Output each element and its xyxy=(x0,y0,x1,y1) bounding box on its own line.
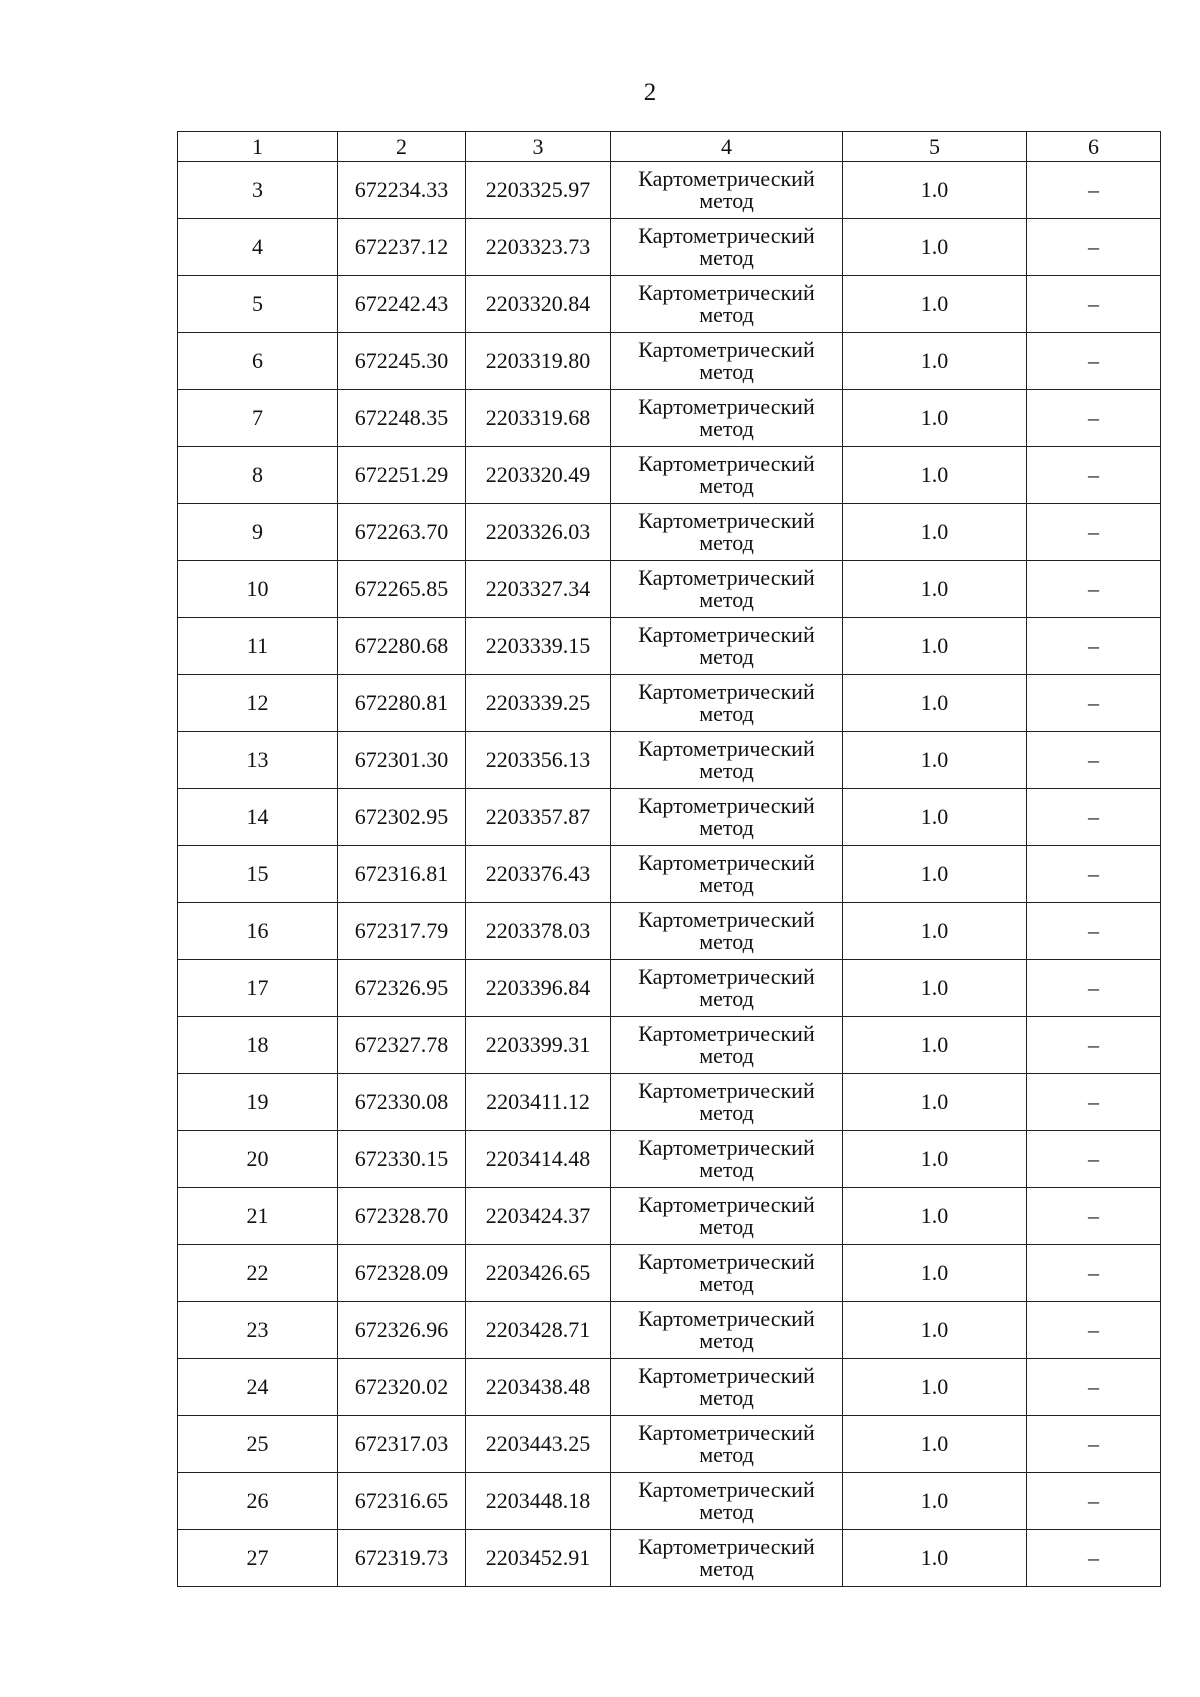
description-cell: – xyxy=(1027,846,1161,903)
x-coordinate-cell: 672330.08 xyxy=(338,1074,466,1131)
x-coordinate-cell: 672316.65 xyxy=(338,1473,466,1530)
y-coordinate-cell: 2203319.68 xyxy=(466,390,611,447)
description-cell: – xyxy=(1027,1188,1161,1245)
accuracy-cell: 1.0 xyxy=(843,1131,1027,1188)
accuracy-cell: 1.0 xyxy=(843,1017,1027,1074)
table-row xyxy=(178,504,1161,561)
x-coordinate-cell: 672302.95 xyxy=(338,789,466,846)
method-cell: Картометрический метод xyxy=(611,789,843,846)
accuracy-cell: 1.0 xyxy=(843,1416,1027,1473)
accuracy-cell: 1.0 xyxy=(843,162,1027,219)
method-cell: Картометрический метод xyxy=(611,1416,843,1473)
y-coordinate-cell: 2203443.25 xyxy=(466,1416,611,1473)
y-coordinate-cell: 2203327.34 xyxy=(466,561,611,618)
table-row xyxy=(178,1245,1161,1302)
description-cell: – xyxy=(1027,333,1161,390)
table-row xyxy=(178,1131,1161,1188)
accuracy-cell: 1.0 xyxy=(843,1245,1027,1302)
x-coordinate-cell: 672328.70 xyxy=(338,1188,466,1245)
description-cell: – xyxy=(1027,561,1161,618)
y-coordinate-cell: 2203399.31 xyxy=(466,1017,611,1074)
point-number-cell: 12 xyxy=(178,675,338,732)
point-number-cell: 5 xyxy=(178,276,338,333)
description-cell: – xyxy=(1027,789,1161,846)
y-coordinate-cell: 2203339.25 xyxy=(466,675,611,732)
description-cell: – xyxy=(1027,1416,1161,1473)
point-number-cell: 20 xyxy=(178,1131,338,1188)
table-row xyxy=(178,675,1161,732)
column-header: 5 xyxy=(843,132,1027,162)
table-row xyxy=(178,390,1161,447)
y-coordinate-cell: 2203323.73 xyxy=(466,219,611,276)
table-row xyxy=(178,561,1161,618)
point-number-cell: 18 xyxy=(178,1017,338,1074)
x-coordinate-cell: 672280.81 xyxy=(338,675,466,732)
description-cell: – xyxy=(1027,732,1161,789)
method-cell: Картометрический метод xyxy=(611,1245,843,1302)
x-coordinate-cell: 672326.96 xyxy=(338,1302,466,1359)
x-coordinate-cell: 672265.85 xyxy=(338,561,466,618)
table-row xyxy=(178,219,1161,276)
x-coordinate-cell: 672234.33 xyxy=(338,162,466,219)
accuracy-cell: 1.0 xyxy=(843,903,1027,960)
point-number-cell: 7 xyxy=(178,390,338,447)
accuracy-cell: 1.0 xyxy=(843,1074,1027,1131)
table-row xyxy=(178,1416,1161,1473)
y-coordinate-cell: 2203319.80 xyxy=(466,333,611,390)
point-number-cell: 25 xyxy=(178,1416,338,1473)
description-cell: – xyxy=(1027,1473,1161,1530)
x-coordinate-cell: 672328.09 xyxy=(338,1245,466,1302)
description-cell: – xyxy=(1027,1530,1161,1587)
method-cell: Картометрический метод xyxy=(611,162,843,219)
point-number-cell: 10 xyxy=(178,561,338,618)
accuracy-cell: 1.0 xyxy=(843,1359,1027,1416)
table-row xyxy=(178,447,1161,504)
table-row xyxy=(178,1530,1161,1587)
accuracy-cell: 1.0 xyxy=(843,1302,1027,1359)
method-cell: Картометрический метод xyxy=(611,504,843,561)
table-row xyxy=(178,162,1161,219)
y-coordinate-cell: 2203396.84 xyxy=(466,960,611,1017)
description-cell: – xyxy=(1027,1359,1161,1416)
method-cell: Картометрический метод xyxy=(611,1074,843,1131)
method-cell: Картометрический метод xyxy=(611,561,843,618)
y-coordinate-cell: 2203414.48 xyxy=(466,1131,611,1188)
y-coordinate-cell: 2203428.71 xyxy=(466,1302,611,1359)
method-cell: Картометрический метод xyxy=(611,960,843,1017)
point-number-cell: 22 xyxy=(178,1245,338,1302)
accuracy-cell: 1.0 xyxy=(843,504,1027,561)
x-coordinate-cell: 672248.35 xyxy=(338,390,466,447)
point-number-cell: 19 xyxy=(178,1074,338,1131)
accuracy-cell: 1.0 xyxy=(843,846,1027,903)
description-cell: – xyxy=(1027,903,1161,960)
column-header: 4 xyxy=(611,132,843,162)
description-cell: – xyxy=(1027,1302,1161,1359)
table-row xyxy=(178,960,1161,1017)
method-cell: Картометрический метод xyxy=(611,1302,843,1359)
point-number-cell: 11 xyxy=(178,618,338,675)
accuracy-cell: 1.0 xyxy=(843,276,1027,333)
x-coordinate-cell: 672317.79 xyxy=(338,903,466,960)
table-row xyxy=(178,1188,1161,1245)
column-header: 3 xyxy=(466,132,611,162)
y-coordinate-cell: 2203325.97 xyxy=(466,162,611,219)
method-cell: Картометрический метод xyxy=(611,333,843,390)
method-cell: Картометрический метод xyxy=(611,732,843,789)
accuracy-cell: 1.0 xyxy=(843,219,1027,276)
point-number-cell: 3 xyxy=(178,162,338,219)
accuracy-cell: 1.0 xyxy=(843,1188,1027,1245)
x-coordinate-cell: 672280.68 xyxy=(338,618,466,675)
x-coordinate-cell: 672316.81 xyxy=(338,846,466,903)
y-coordinate-cell: 2203426.65 xyxy=(466,1245,611,1302)
table-row xyxy=(178,732,1161,789)
column-header: 1 xyxy=(178,132,338,162)
point-number-cell: 8 xyxy=(178,447,338,504)
column-header: 2 xyxy=(338,132,466,162)
y-coordinate-cell: 2203438.48 xyxy=(466,1359,611,1416)
accuracy-cell: 1.0 xyxy=(843,960,1027,1017)
y-coordinate-cell: 2203452.91 xyxy=(466,1530,611,1587)
y-coordinate-cell: 2203326.03 xyxy=(466,504,611,561)
column-header: 6 xyxy=(1027,132,1161,162)
x-coordinate-cell: 672317.03 xyxy=(338,1416,466,1473)
x-coordinate-cell: 672301.30 xyxy=(338,732,466,789)
description-cell: – xyxy=(1027,1074,1161,1131)
method-cell: Картометрический метод xyxy=(611,618,843,675)
description-cell: – xyxy=(1027,1017,1161,1074)
method-cell: Картометрический метод xyxy=(611,219,843,276)
point-number-cell: 23 xyxy=(178,1302,338,1359)
point-number-cell: 21 xyxy=(178,1188,338,1245)
point-number-cell: 17 xyxy=(178,960,338,1017)
accuracy-cell: 1.0 xyxy=(843,789,1027,846)
method-cell: Картометрический метод xyxy=(611,276,843,333)
table-row xyxy=(178,1017,1161,1074)
page-number: 2 xyxy=(643,79,657,106)
method-cell: Картометрический метод xyxy=(611,1530,843,1587)
description-cell: – xyxy=(1027,390,1161,447)
table-row xyxy=(178,789,1161,846)
point-number-cell: 4 xyxy=(178,219,338,276)
x-coordinate-cell: 672319.73 xyxy=(338,1530,466,1587)
point-number-cell: 13 xyxy=(178,732,338,789)
y-coordinate-cell: 2203378.03 xyxy=(466,903,611,960)
point-number-cell: 9 xyxy=(178,504,338,561)
method-cell: Картометрический метод xyxy=(611,675,843,732)
x-coordinate-cell: 672242.43 xyxy=(338,276,466,333)
accuracy-cell: 1.0 xyxy=(843,390,1027,447)
method-cell: Картометрический метод xyxy=(611,1017,843,1074)
description-cell: – xyxy=(1027,960,1161,1017)
description-cell: – xyxy=(1027,162,1161,219)
description-cell: – xyxy=(1027,618,1161,675)
accuracy-cell: 1.0 xyxy=(843,618,1027,675)
table-row xyxy=(178,276,1161,333)
x-coordinate-cell: 672330.15 xyxy=(338,1131,466,1188)
accuracy-cell: 1.0 xyxy=(843,1530,1027,1587)
x-coordinate-cell: 672263.70 xyxy=(338,504,466,561)
method-cell: Картометрический метод xyxy=(611,390,843,447)
description-cell: – xyxy=(1027,504,1161,561)
accuracy-cell: 1.0 xyxy=(843,333,1027,390)
point-number-cell: 26 xyxy=(178,1473,338,1530)
x-coordinate-cell: 672320.02 xyxy=(338,1359,466,1416)
accuracy-cell: 1.0 xyxy=(843,447,1027,504)
accuracy-cell: 1.0 xyxy=(843,675,1027,732)
description-cell: – xyxy=(1027,675,1161,732)
point-number-cell: 15 xyxy=(178,846,338,903)
description-cell: – xyxy=(1027,447,1161,504)
x-coordinate-cell: 672327.78 xyxy=(338,1017,466,1074)
point-number-cell: 27 xyxy=(178,1530,338,1587)
accuracy-cell: 1.0 xyxy=(843,732,1027,789)
table-row xyxy=(178,1473,1161,1530)
y-coordinate-cell: 2203424.37 xyxy=(466,1188,611,1245)
description-cell: – xyxy=(1027,276,1161,333)
x-coordinate-cell: 672326.95 xyxy=(338,960,466,1017)
y-coordinate-cell: 2203339.15 xyxy=(466,618,611,675)
point-number-cell: 14 xyxy=(178,789,338,846)
y-coordinate-cell: 2203320.49 xyxy=(466,447,611,504)
accuracy-cell: 1.0 xyxy=(843,1473,1027,1530)
y-coordinate-cell: 2203357.87 xyxy=(466,789,611,846)
point-number-cell: 6 xyxy=(178,333,338,390)
x-coordinate-cell: 672251.29 xyxy=(338,447,466,504)
method-cell: Картометрический метод xyxy=(611,1188,843,1245)
coordinates-table xyxy=(177,131,1161,1587)
y-coordinate-cell: 2203356.13 xyxy=(466,732,611,789)
table-row xyxy=(178,1359,1161,1416)
table-header-row xyxy=(178,132,1161,162)
method-cell: Картометрический метод xyxy=(611,1359,843,1416)
point-number-cell: 16 xyxy=(178,903,338,960)
point-number-cell: 24 xyxy=(178,1359,338,1416)
y-coordinate-cell: 2203411.12 xyxy=(466,1074,611,1131)
method-cell: Картометрический метод xyxy=(611,447,843,504)
method-cell: Картометрический метод xyxy=(611,846,843,903)
y-coordinate-cell: 2203320.84 xyxy=(466,276,611,333)
y-coordinate-cell: 2203448.18 xyxy=(466,1473,611,1530)
table-row xyxy=(178,903,1161,960)
table-row xyxy=(178,846,1161,903)
table-body xyxy=(178,162,1161,1587)
method-cell: Картометрический метод xyxy=(611,1131,843,1188)
x-coordinate-cell: 672237.12 xyxy=(338,219,466,276)
accuracy-cell: 1.0 xyxy=(843,561,1027,618)
table-row xyxy=(178,333,1161,390)
method-cell: Картометрический метод xyxy=(611,903,843,960)
method-cell: Картометрический метод xyxy=(611,1473,843,1530)
y-coordinate-cell: 2203376.43 xyxy=(466,846,611,903)
description-cell: – xyxy=(1027,1131,1161,1188)
table-row xyxy=(178,1302,1161,1359)
x-coordinate-cell: 672245.30 xyxy=(338,333,466,390)
description-cell: – xyxy=(1027,219,1161,276)
table-row xyxy=(178,1074,1161,1131)
description-cell: – xyxy=(1027,1245,1161,1302)
table-row xyxy=(178,618,1161,675)
